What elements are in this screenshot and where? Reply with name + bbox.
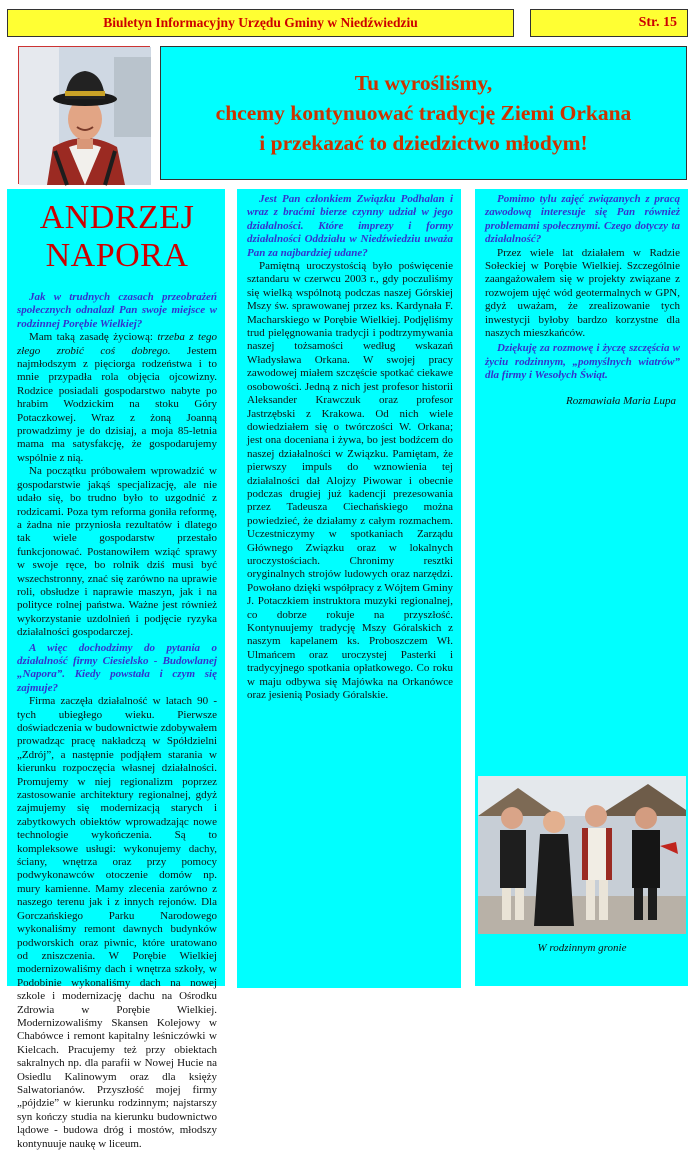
page-number: Str. 15 xyxy=(530,9,688,37)
answer-3-paragraph: Pamiętną uroczystością było poświęcenie sztandaru w czerwcu 2003 r., gdy poczuliśmy się wielką wspólnotą podczas naszej Górskiej Mszy św. sprawowanej przez ks. Kardynała F. Macharskiego w Porębie Wielkiej. Podjęliśmy trud pielęgnowania tradycji i podtrzymywania naszej tożsamości według wskazań Władysława Orkana. W swojej pracy zawodowej miałem szczęście spotkać ciekawe osobowości. Jedną z nich jest profesor historii Aleksander Krawczuk oraz profesor Jastrzębski z Krakowa. Od nich wiele dowiedziałem się o twórczości W. Orkana; jest ona doceniana i żywa, bo jest bodźcem do naszej działalności w Związku. Pamiętam, że pierwszy impuls do wznowienia tej działalności dał Alojzy Piwowar i obecnie podczas drugiej już kadencji prezesowania przez Tadeusza Ciechańskiego można powiedzieć, że działamy z całym rozmachem. Uczestniczymy w spotkaniach Zarządu Głównego Związku oraz w lokalnych uroczystościach. Chronimy resztki oryginalnych strojów ludowych oraz narzędzi. Powołano dzięki współpracy z Wójtem Gminy J. Potaczkiem instruktora muzyki regionalnej, co dobrze rokuje na przyszłość. Kontynuujemy tradycję Mszy Góralskich z naszym kapelanem ks. Proboszczem Wł. Ulmańcem oraz uroczystej Pasterki i tradycyjnego spotkania opłatkowego. Co roku w maju odbywa się Majówka na Orkanówce oraz jesienią Posiady Góralskie. xyxy=(247,260,454,702)
family-photo-illustration xyxy=(478,776,686,934)
headline-line-1: Tu wyrośliśmy, xyxy=(354,71,493,95)
answer-1-motto: trzeba z tego złego zrobić coś dobrego. xyxy=(17,331,217,357)
question-3: Jest Pan członkiem Związku Podhalan i wraz z braćmi bierze czynny udział w jego działalności. Które imprezy i formy działalności Oddziału w Niedźwiedziu uważa Pan za najbardziej udane? xyxy=(247,193,453,259)
portrait-illustration xyxy=(19,47,151,185)
headline-line-2: chcemy kontynuować tradycję Ziemi Orkana xyxy=(215,101,632,125)
article-column-1 xyxy=(7,189,225,1150)
interviewer-signature: Rozmawiała Maria Lupa xyxy=(565,394,676,407)
question-2: A więc dochodzimy do pytania o działalność firmy Ciesielsko - Budowlanej „Napora”. Kiedy powstała i czym się zajmuje? xyxy=(17,641,217,694)
question-1: Jak w trudnych czasach przeobrażeń społecznych odnalazł Pan swoje miejsce w rodzinnej Porębie Wielkiej? xyxy=(17,291,217,330)
family-photo-caption: W rodzinnym gronie xyxy=(537,942,627,954)
answer-4-paragraph: Przez wiele lat działałem w Radzie Sołeckiej w Porębie Wielkiej. Szczególnie zaangażowałem się w projekty związane z rozwojem ujęć wód geotermalnych w GPN, gdyż uważam, że zrealizowanie tych inwestycji byłoby bardzo korzystne dla naszych mieszkańców. xyxy=(485,246,680,340)
bulletin-title: Biuletyn Informacyjny Urzędu Gminy w Niedźwiedziu xyxy=(7,9,514,37)
answer-2-paragraph: Firma zaczęła działalność w latach 90 - tych ubiegłego wieku. Pierwsze doświadczenia w budownictwie zdobywałem prowadząc pracę nakładczą w Spółdzielni „Zdrój”, a następnie podjąłem starania w kierunku rozpoczęcia własnej działalności. Promujemy w niej regionalizm poprzez zastosowanie architektury regionalnej, gdyż zajmujemy się modernizacją starych i zabytkowych obiektów wprowadzając nowe technologie wykończenia. Są to kompleksowe usługi: wykonujemy dachy, ściany, wnętrza oraz przy pomocy podwykonawców otoczenie domów np. mury kamienne. Mamy zlecenia zarówno z naszego terenu jak i z innych rejonów. Dla Gorczańskiego Parku Narodowego wykonaliśmy remont dawnych budynków podworskich oraz piwnic, które uratowano od zniszczenia. W Porębie Wielkiej modernizowaliśmy dach i wnętrza szkoły, w Podobinie wykonaliśmy dach na nowej szkole i modernizację dachu na Ośrodku Zdrowia w Porębie Wielkiej. Modernizowaliśmy Skansen Kolejowy w Chabówce i remont kapitalny leśniczówki w Kielcach. Pracujemy też przy obiektach sakralnych np. dla parafii w Nowej Hucie na Osiedlu Kalinowym oraz dla księży Salwatorianów. Przyszłość mojej firmy „pójdzie” w kierunku rodzinnym; najstarszy syn kończy studia na kierunku budownictwo lądowe - budowa dróg i mostów, młodszy kontynuuje naukę w liceum. xyxy=(17,695,217,1150)
portrait-photo xyxy=(18,46,150,184)
article-column-3 xyxy=(475,189,688,730)
headline xyxy=(160,46,687,180)
answer-1-paragraph-2: Na początku próbowałem wprowadzić w gospodarstwie jakąś specjalizację, ale nie udało się, bo trudno było to uzgodnić z rodzicami. Poza tym reforma goniła reformę, a żadna nie przyniosła rezultatów i dlatego tak wiele gospodarstw przestało funkcjonować. Postanowiłem wziąć sprawy w swoje ręce, bo rolnik dziś musi być wszechstronny, znać się zarówno na uprawie roli, obsłudze i naprawie maszyn, jak i na polityce rolnej państwa. Ważne jest również wykorzystanie uzdolnień i podjęcie ryzyka działalności gospodarczej. xyxy=(17,465,217,639)
article-column-2 xyxy=(237,189,461,988)
closing-wishes: Dziękuję za rozmowę i życzę szczęścia w życiu rodzinnym, „pomyślnych wiatrów” dla firmy i Wesołych Świąt. xyxy=(485,342,680,382)
headline-line-3: i przekazać to dziedzictwo młodym! xyxy=(259,131,588,155)
question-4: Pomimo tylu zajęć związanych z pracą zawodową interesuje się Pan również problemami społecznymi. Czego dotyczy ta działalność? xyxy=(485,193,680,246)
answer-1-rest: Jestem najmłodszym z pięciorga rodzeństwa i to mnie przypadła rola objęcia ojcowizny. Rodzice posiadali gospodarstwo nabyte po hrabim Wodzickim na stoku Góry Potaczkowej. Wraz z żoną Joanną prowadzimy je do dzisiaj, a moja 85-letnia mama ma satysfakcję, że gospodarujemy wspólnie z nią. xyxy=(17,344,217,464)
interviewee-name: ANDRZEJ NAPORA xyxy=(39,199,195,274)
answer-1-paragraph-1 xyxy=(17,331,217,465)
answer-1-lead: Mam taką zasadę życiową: xyxy=(29,331,158,344)
family-photo xyxy=(478,776,686,934)
